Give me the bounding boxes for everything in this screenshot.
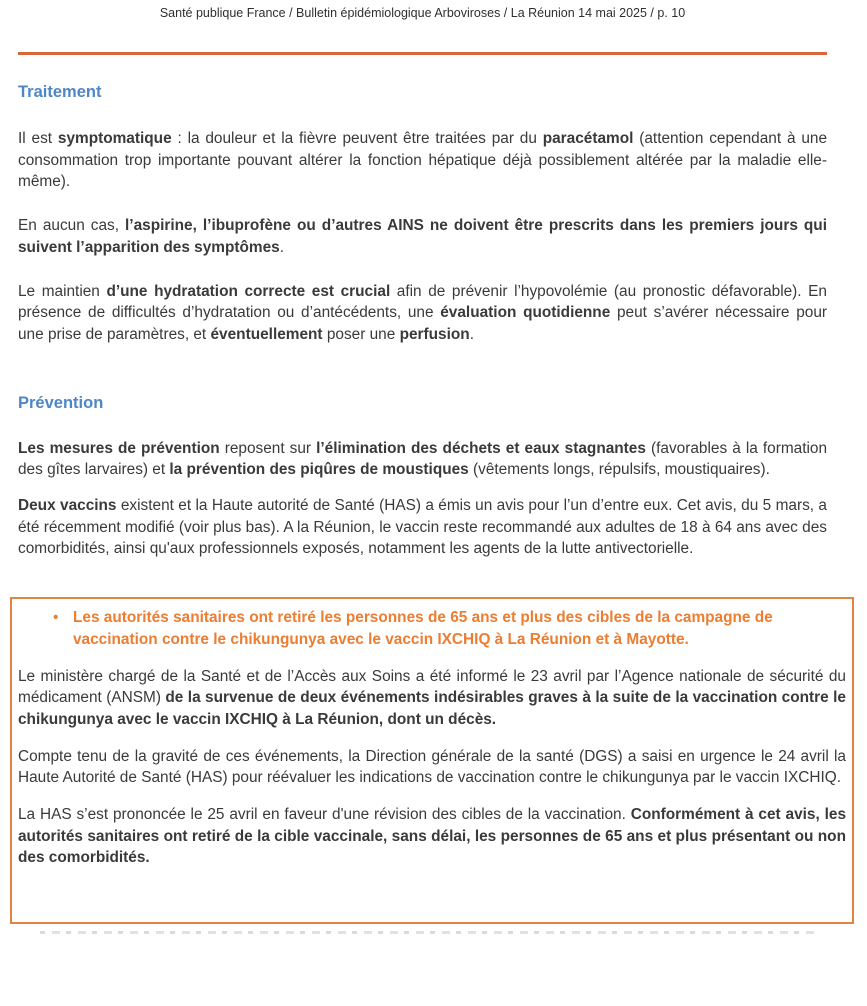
text-run: Le maintien	[18, 282, 107, 300]
text-run: perfusion	[399, 325, 470, 343]
text-run: d’une hydratation correcte est crucial	[106, 282, 391, 300]
bulletin-page	[0, 6, 867, 1006]
divider-rule	[18, 52, 827, 55]
bullet-icon: •	[53, 609, 59, 627]
section-heading: Traitement	[18, 83, 102, 101]
text-run: Le ministère chargé de la Santé et de l’Accès aux Soins a été informé le 23 avril par l’Agence nationale de sécurité du médicament (ANSM)	[18, 667, 846, 707]
text-run: Il est	[18, 130, 58, 147]
text-run: l’aspirine, l’ibuprofène ou d’autres AINS ne doivent être prescrits dans les premiers jours qui suivent l’apparition des symptômes	[18, 217, 827, 256]
text-run: .	[469, 325, 474, 343]
paragraph	[18, 438, 827, 481]
callout-bullet-item	[18, 607, 846, 650]
paragraph	[18, 281, 827, 346]
page-header: Santé publique France / Bulletin épidémiologique Arboviroses / La Réunion 14 mai 2025 / p. 10	[159, 6, 686, 20]
callout-bullet-text	[73, 607, 833, 650]
document-body	[18, 82, 827, 560]
section-heading: Prévention	[18, 393, 104, 412]
text-run: symptomatique	[57, 130, 172, 147]
text-run: Compte tenu de la gravité de ces événements, la Direction générale de la santé (DGS) a saisi en urgence le 24 avril la Haute Autorité de Santé (HAS) pour réévaluer les indications de vaccination contre le chikungunya par le vaccin IXCHIQ.	[18, 747, 846, 787]
text-run: Deux vaccins	[18, 497, 117, 515]
text-run: (favorables à la formation des gîtes larvaires) et	[18, 439, 828, 479]
text-run: : la douleur et la fièvre peuvent être traitées par du	[171, 130, 543, 147]
text-run: La HAS s’est prononcée le 25 avril en faveur d'une révision des cibles de la vaccination.	[18, 806, 631, 824]
text-run: En aucun cas,	[18, 217, 126, 235]
text-run: peut s’avérer nécessaire pour une prise de paramètres, et	[18, 304, 827, 343]
text-run: afin de prévenir l’hypovolémie (au pronostic défavorable). En présence de difficultés d’hydratation ou d’antécédents, une	[18, 282, 827, 322]
text-run: Les autorités sanitaires ont retiré les personnes de 65 ans et plus des cibles de la campagne de vaccination contre le chikungunya avec le vaccin IXCHIQ à La Réunion et à Mayotte.	[73, 609, 773, 648]
callout-paragraph	[18, 804, 846, 869]
paragraph	[18, 215, 827, 258]
text-run: (vêtements longs, répulsifs, moustiquaires).	[468, 461, 770, 479]
text-run: Les mesures de prévention	[18, 439, 220, 457]
text-run: éventuellement	[210, 325, 323, 343]
paragraph	[18, 128, 827, 193]
document-page	[0, 6, 867, 934]
next-page-text-cutoff	[40, 931, 817, 934]
text-run: Conformément à cet avis, les autorités sanitaires ont retiré de la cible vaccinale, sans délai, les personnes de 65 ans et plus présentant ou non des comorbidités.	[18, 806, 846, 867]
text-run: (attention cependant à une consommation trop importante pouvant altérer la fonction hépatique déjà possiblement altérée par la maladie elle-même).	[18, 130, 828, 191]
text-run: .	[279, 238, 284, 256]
text-run: évaluation quotidienne	[440, 304, 611, 322]
text-run: paracétamol	[542, 130, 634, 147]
callout-paragraph	[18, 746, 846, 789]
alert-callout-box	[10, 597, 854, 924]
text-run: existent et la Haute autorité de Santé (HAS) a émis un avis pour l’un d’entre eux. Cet avis, du 5 mars, a été récemment modifié (voir plus bas). A la Réunion, le vaccin reste recommandé aux adultes de 18 à 64 ans avec des comorbidités, ainsi qu'aux professionnels exposés, notamment les agents de la lutte antivectorielle.	[18, 497, 827, 558]
text-run: de la survenue de deux événements indésirables graves à la suite de la vaccination contre le chikungunya avec le vaccin IXCHIQ à La Réunion, dont un décès.	[18, 689, 846, 728]
callout-paragraph	[18, 666, 846, 731]
text-run: la prévention des piqûres de moustiques	[169, 461, 469, 479]
text-run: reposent sur	[219, 439, 317, 457]
text-run: l’élimination des déchets et eaux stagnantes	[316, 439, 646, 457]
paragraph	[18, 495, 827, 560]
text-run: poser une	[322, 325, 400, 343]
